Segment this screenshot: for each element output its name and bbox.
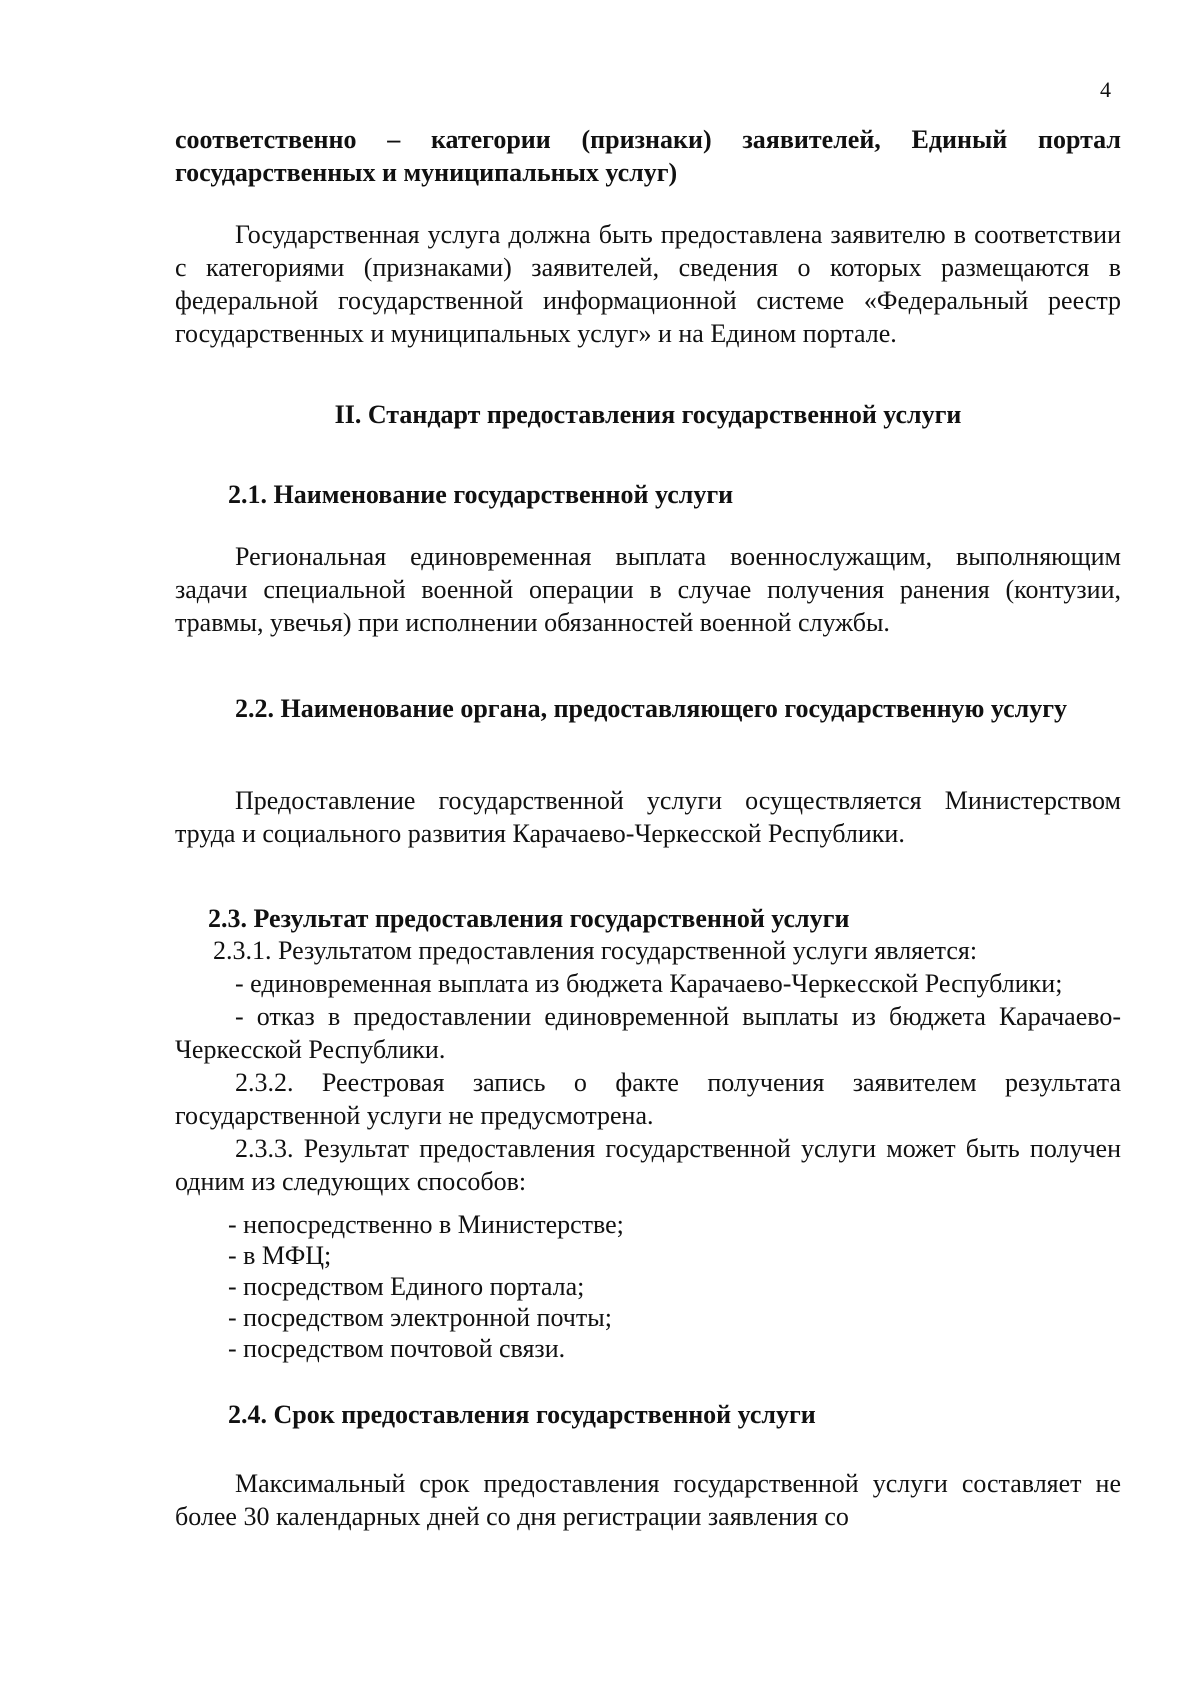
- section-2-3-1-item-refusal: - отказ в предоставлении единовременной выплаты из бюджета Карачаево-Черкесской Республики.: [175, 1002, 1121, 1064]
- heading-2-1: 2.1. Наименование государственной услуги: [228, 480, 734, 509]
- section-2-3-3-text: 2.3.3. Результат предоставления государственной услуги может быть получен одним из следующих способов:: [175, 1134, 1121, 1196]
- section-2-4-paragraph: [175, 1467, 1121, 1533]
- section-2-2-paragraph: [175, 784, 1121, 850]
- way-item: - посредством электронной почты;: [228, 1303, 612, 1332]
- section-2-3-1-text: 2.3.1. Результатом предоставления государственной услуги является:: [213, 936, 978, 965]
- section-2-3-1-item-payment: - единовременная выплата из бюджета Карачаево-Черкесской Республики;: [235, 969, 1063, 998]
- heading-2-4: 2.4. Срок предоставления государственной услуги: [228, 1400, 816, 1429]
- heading-2-2-text: 2.2. Наименование органа, предоставляющего государственную услугу: [235, 694, 1068, 723]
- section-2-3-body: [175, 934, 1121, 1198]
- section-2-3-2-text: 2.3.2. Реестровая запись о факте получения заявителем результата государственной услуги не предусмотрена.: [175, 1068, 1121, 1130]
- header-continuation: [175, 123, 1121, 189]
- section-2-1-paragraph: [175, 540, 1121, 639]
- section-2-4-text: Максимальный срок предоставления государственной услуги составляет не более 30 календарных дней со дня регистрации заявления со: [175, 1469, 1121, 1531]
- section-title-text: II. Стандарт предоставления государственной услуги: [334, 400, 962, 429]
- intro-paragraph-text: Государственная услуга должна быть предоставлена заявителю в соответствии с категориями (признаками) заявителей, сведения о которых размещаются в федеральной государственной информационной системе «Федеральный реестр государственных и муниципальных услуг» и на Едином портале.: [175, 220, 1121, 348]
- section-2-2-text: Предоставление государственной услуги осуществляется Министерством труда и социального развития Карачаево-Черкесской Республики.: [175, 786, 1121, 848]
- heading-2-3: 2.3. Результат предоставления государственной услуги: [208, 904, 850, 933]
- section-title: [175, 398, 1121, 431]
- way-item: - посредством почтовой связи.: [228, 1334, 566, 1363]
- page-number: 4: [1100, 77, 1111, 102]
- way-item: - посредством Единого портала;: [228, 1272, 585, 1301]
- heading-2-2: [175, 692, 1121, 725]
- section-2-1-text: Региональная единовременная выплата военнослужащим, выполняющим задачи специальной военной операции в случае получения ранения (контузии, травмы, увечья) при исполнении обязанностей военной службы.: [175, 542, 1121, 637]
- intro-paragraph: [175, 218, 1121, 350]
- way-item: - в МФЦ;: [228, 1241, 332, 1270]
- way-item: - непосредственно в Министерстве;: [228, 1210, 624, 1239]
- header-continuation-text: соответственно – категории (признаки) заявителей, Единый портал государственных и муниципальных услуг): [175, 125, 1121, 187]
